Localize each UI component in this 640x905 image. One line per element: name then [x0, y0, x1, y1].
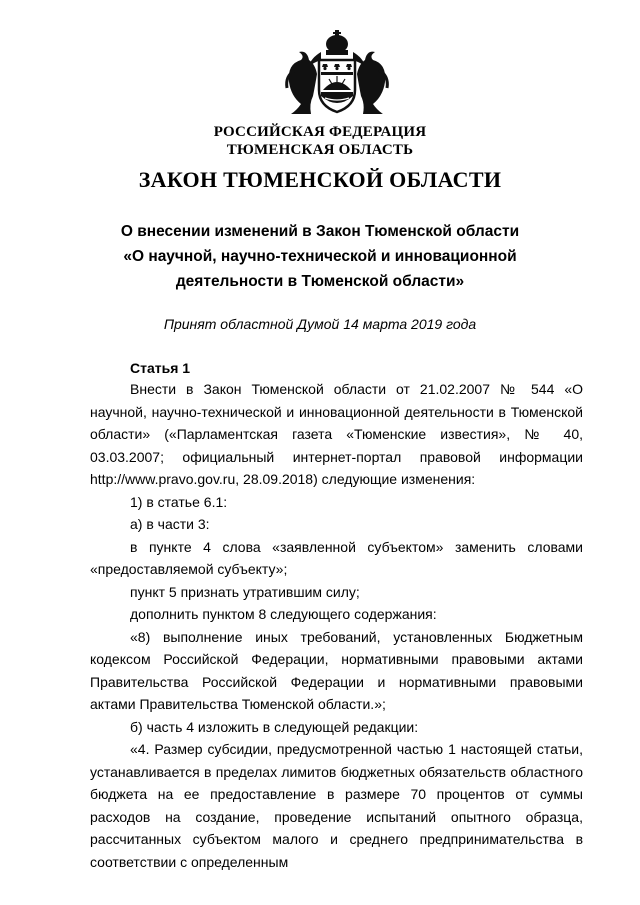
article-paragraph: «4. Размер субсидии, предусмотренной частью 1 настоящей статьи, устанавливается в пределах лимитов бюджетных обязательств областного бюджета на ее предоставление в размере 70 процентов от суммы расходов на создание, проведение испытаний опытного образца, рассчитанных субъектом малого и среднего предпринимательства в соответствии с определенным: [90, 741, 583, 870]
article-body: [90, 378, 583, 873]
coat-of-arms-emblem: [281, 30, 393, 118]
law-title: ЗАКОН ТЮМЕНСКОЙ ОБЛАСТИ: [138, 167, 502, 192]
article-paragraph: Внести в Закон Тюменской области от 21.02.2007 № 544 «О научной, научно-технической и инновационной деятельности в Тюменской области» («Парламентская газета «Тюменские известия», № 40, 03.03.2007; официальный интернет-портал правовой информации http://www.pravo.gov.ru, 28.09.2018) следующие изменения:: [90, 381, 583, 487]
article-paragraph: а) в части 3:: [130, 516, 210, 532]
subtitle-line: деятельности в Тюменской области»: [175, 273, 465, 290]
law-subtitle: [110, 219, 530, 294]
adoption-note: Принят областной Думой 14 марта 2019 года: [163, 316, 477, 332]
article-paragraph: пункт 5 признать утратившим силу;: [130, 583, 360, 600]
article-paragraph: «8) выполнение иных требований, установленных Бюджетным кодексом Российской Федерации, нормативными правовыми актами Правительства Российской Федерации и нормативными правовыми актами Правительства Тюменской области.»;: [90, 628, 583, 712]
country-heading: РОССИЙСКАЯ ФЕДЕРАЦИЯ: [213, 124, 427, 140]
subtitle-line: «О научной, научно-технической и инновационной: [123, 248, 517, 265]
article-paragraph: в пункте 4 слова «заявленной субъектом» заменить словами «предоставляемой субъекту»;: [90, 538, 583, 577]
article-paragraph: дополнить пунктом 8 следующего содержания:: [130, 606, 437, 622]
article-paragraph: б) часть 4 изложить в следующей редакции:: [130, 718, 419, 735]
article-paragraph: 1) в статье 6.1:: [130, 493, 228, 510]
article-heading: Статья 1: [130, 360, 191, 376]
subtitle-line: О внесении изменений в Закон Тюменской области: [120, 223, 520, 240]
region-heading: ТЮМЕНСКАЯ ОБЛАСТЬ: [226, 142, 414, 158]
